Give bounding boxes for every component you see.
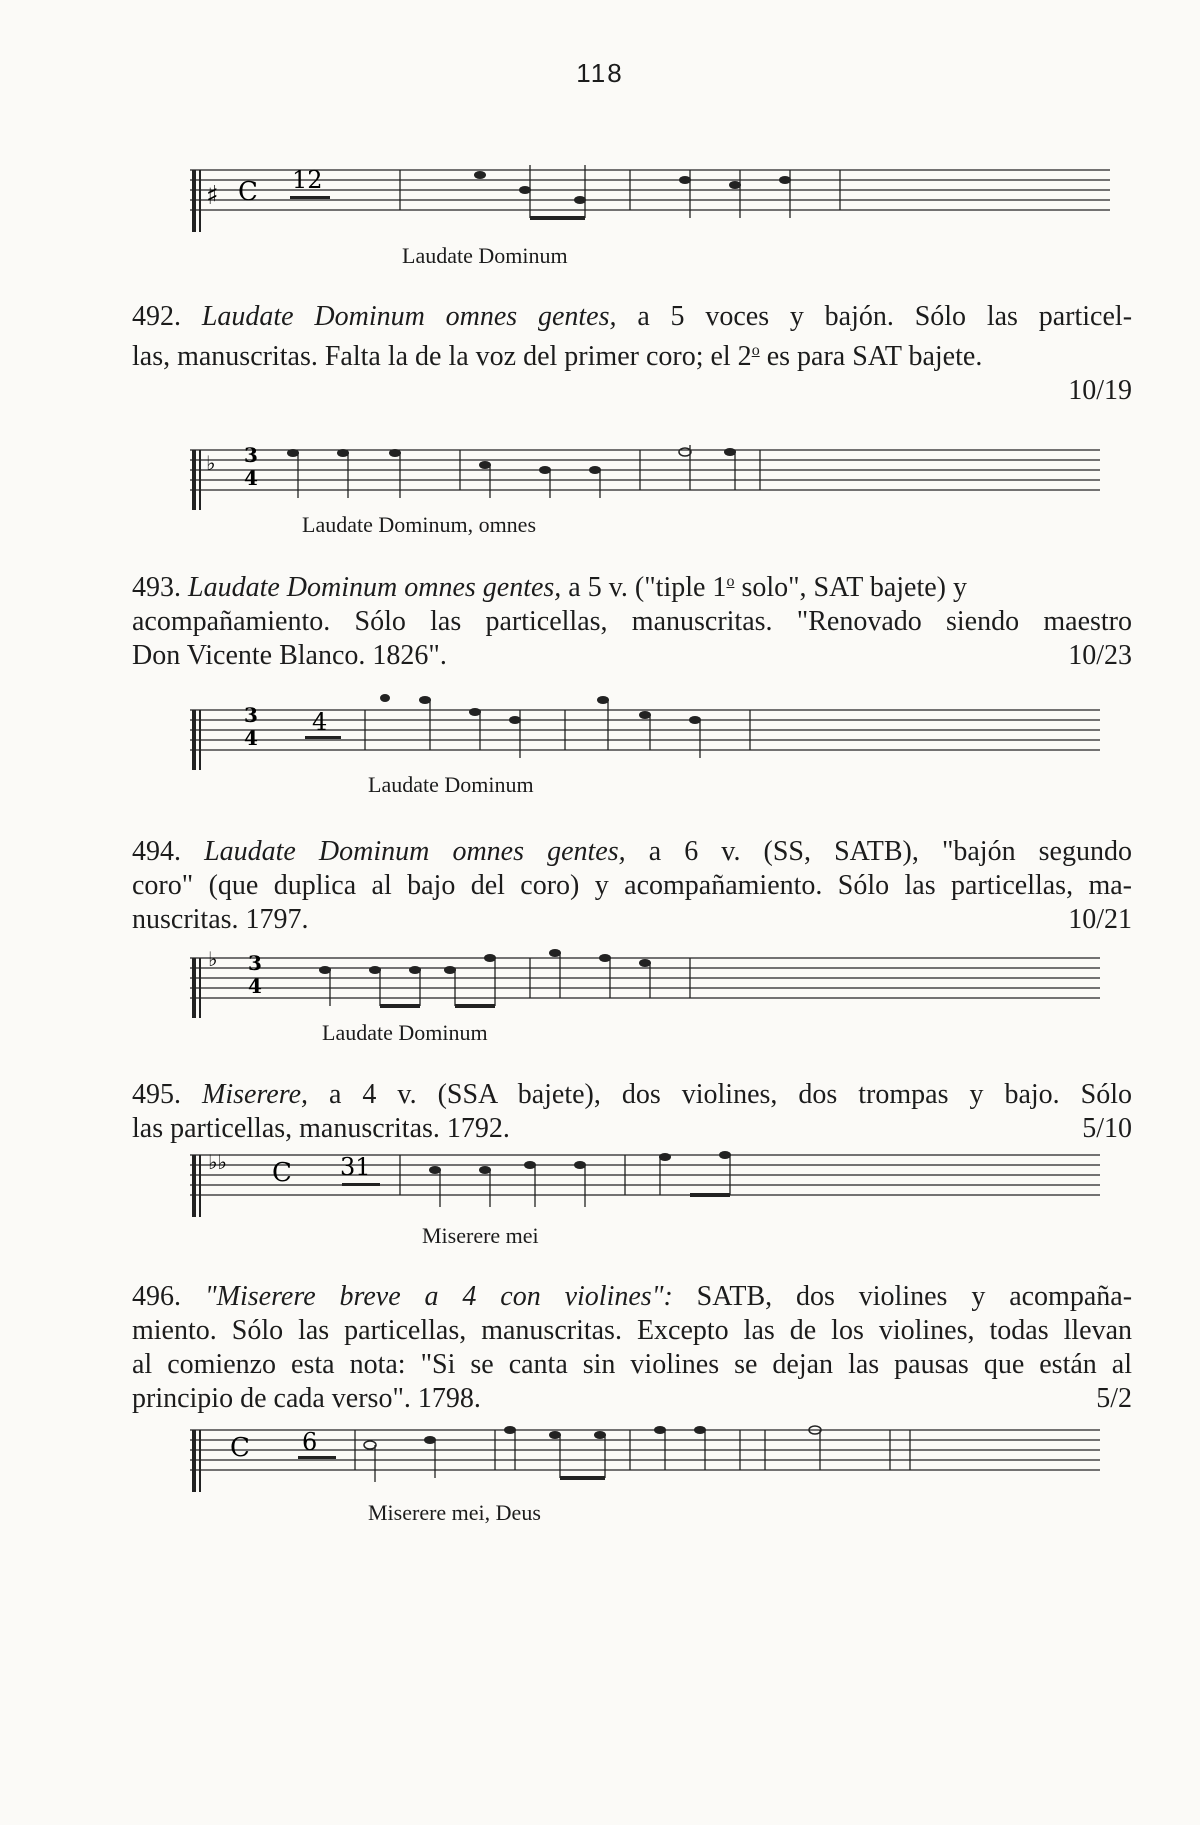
entry-number: 493.	[132, 572, 181, 603]
rest-count: 12	[292, 166, 323, 194]
incipit-lyric: Miserere mei	[422, 1223, 539, 1248]
ordinal-mark: o	[751, 342, 760, 359]
staff-491	[190, 160, 1110, 240]
key-signature: ♭♭	[208, 1150, 227, 1174]
entry-title: "Miserere breve a 4 con violines":	[204, 1281, 673, 1312]
time-signature: C	[238, 177, 258, 207]
entry-494	[132, 835, 1132, 937]
entry-text: a 5 v. ("tiple 1	[561, 572, 727, 603]
time-signature: C	[230, 1433, 250, 1463]
entry-line	[132, 1112, 1132, 1146]
staff-493	[190, 700, 1100, 770]
key-signature: ♯	[206, 181, 219, 211]
incipit-lyric: Laudate Dominum	[368, 772, 534, 797]
time-signature-top: 3	[248, 951, 262, 975]
staff-496	[190, 1420, 1100, 1495]
key-signature: ♭	[208, 947, 218, 971]
time-signature: C	[272, 1158, 292, 1188]
entry-text: las particellas, manuscritas. 1792.	[132, 1113, 510, 1144]
incipit-494	[190, 947, 1100, 1045]
entry-line	[132, 1078, 1132, 1112]
entry-text: Don Vicente Blanco. 1826".	[132, 640, 447, 671]
page-number: 118	[576, 58, 624, 88]
entry-title: Laudate Dominum omnes gentes,	[188, 572, 562, 603]
entry-text: a 4 v. (SSA bajete), dos violines, dos trompas y bajo. Sólo	[308, 1079, 1133, 1110]
time-signature-bottom: 4	[244, 726, 258, 750]
entry-495	[132, 1078, 1132, 1146]
entry-line: coro" (que duplica al bajo del coro) y acompañamiento. Sólo las particellas, ma-	[132, 870, 1132, 901]
entry-title: Miserere,	[202, 1079, 308, 1110]
entry-text: nuscritas. 1797.	[132, 904, 309, 935]
incipit-lyric: Laudate Dominum	[402, 243, 568, 268]
staff-494	[190, 948, 1100, 1018]
ordinal-mark: o	[726, 573, 735, 590]
catalog-signature: 5/2	[1096, 1383, 1132, 1414]
entry-text: las, manuscritas. Falta la de la voz del primer coro; el 2	[132, 341, 752, 372]
incipit-lyric: Miserere mei, Deus	[368, 1500, 541, 1525]
entry-line: al comienzo esta nota: "Si se canta sin violines se dejan las pausas que están al	[132, 1349, 1132, 1380]
incipit-496	[190, 1420, 1100, 1525]
entry-line	[132, 639, 1132, 673]
staff-492	[190, 440, 1100, 510]
entry-text: principio de cada verso". 1798.	[132, 1383, 481, 1414]
entry-line	[132, 565, 1132, 605]
rest-count: 6	[302, 1428, 318, 1456]
incipit-491	[190, 160, 1110, 268]
time-signature-top: 3	[244, 703, 258, 727]
entry-496	[132, 1280, 1132, 1416]
entry-line	[132, 903, 1132, 937]
rest-count: 4	[312, 708, 328, 736]
time-signature-bottom: 4	[248, 974, 262, 998]
entry-line	[132, 835, 1132, 869]
staff-495	[190, 1145, 1100, 1220]
rest-count: 31	[340, 1153, 371, 1181]
entry-line	[132, 1382, 1132, 1416]
time-signature-top: 3	[244, 443, 258, 467]
entry-line: acompañamiento. Sólo las particellas, manuscritas. "Renovado siendo maestro	[132, 606, 1132, 637]
entry-number: 496.	[132, 1281, 181, 1312]
entry-title: Laudate Dominum omnes gentes,	[204, 836, 626, 867]
entry-line	[132, 374, 1132, 408]
entry-number: 494.	[132, 836, 181, 867]
entry-line: miento. Sólo las particellas, manuscritas. Excepto las de los violines, todas llevan	[132, 1315, 1132, 1346]
entry-493	[132, 565, 1132, 673]
entry-line	[132, 300, 1132, 334]
incipit-493	[190, 700, 1100, 797]
catalog-signature: 10/21	[1068, 904, 1132, 935]
catalog-signature: 10/23	[1068, 640, 1132, 671]
catalog-signature: 5/10	[1082, 1113, 1132, 1144]
incipit-492	[190, 440, 1100, 537]
entry-text: es para SAT bajete.	[759, 341, 983, 372]
entry-title: Laudate Dominum omnes gentes,	[201, 301, 617, 332]
incipit-lyric: Laudate Dominum	[322, 1020, 488, 1045]
entry-492	[132, 300, 1132, 408]
entry-text: SATB, dos violines y acompaña-	[672, 1281, 1133, 1312]
entry-text: a 5 voces y bajón. Sólo las particel-	[616, 301, 1133, 332]
entry-text: solo", SAT bajete) y	[734, 572, 967, 603]
catalog-signature: 10/19	[1068, 375, 1132, 406]
entry-line	[132, 1280, 1132, 1314]
entry-line	[132, 334, 1132, 374]
incipit-lyric: Laudate Dominum, omnes	[302, 512, 537, 537]
entry-text: a 6 v. (SS, SATB), "bajón segundo	[625, 836, 1132, 867]
key-signature: ♭	[206, 451, 216, 475]
entry-number: 495.	[132, 1079, 181, 1110]
incipit-495	[190, 1145, 1100, 1248]
entry-number: 492.	[132, 301, 181, 332]
time-signature-bottom: 4	[244, 466, 258, 490]
